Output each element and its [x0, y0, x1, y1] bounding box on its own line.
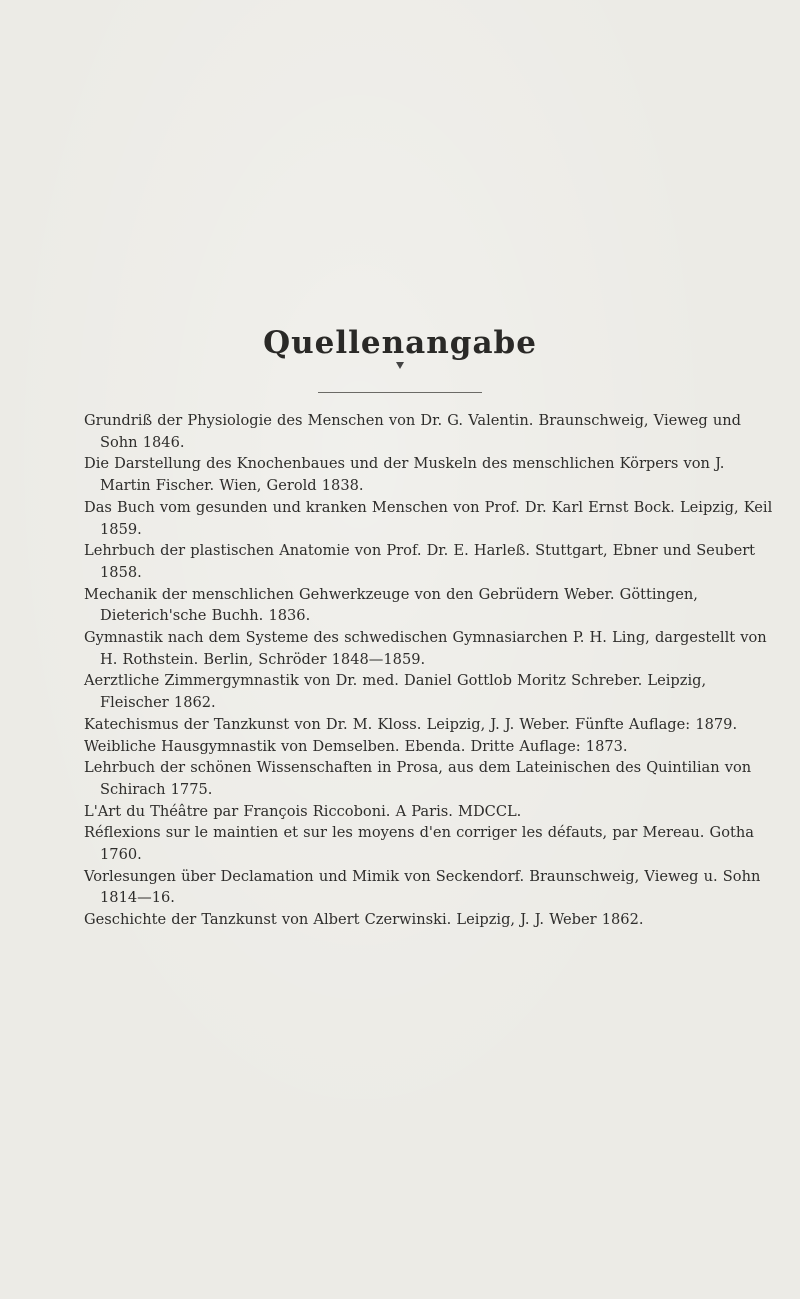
reference-entry: Gymnastik nach dem Systeme des schwedischen Gymnasiarchen P. H. Ling, dargestellt von H. Rothstein. Berlin, Schröder 1848—1859.	[84, 629, 767, 668]
reference-list	[84, 410, 776, 931]
reference-entry: Geschichte der Tanzkunst von Albert Czerwinski. Leipzig, J. J. Weber 1862.	[84, 911, 644, 929]
reference-entry: Lehrbuch der plastischen Anatomie von Prof. Dr. E. Harleß. Stuttgart, Ebner und Seubert 1858.	[84, 542, 756, 581]
reference-entry: Katechismus der Tanzkunst von Dr. M. Kloss. Leipzig, J. J. Weber. Fünfte Auflage: 1879.	[84, 715, 738, 733]
reference-entry: Aerztliche Zimmergymnastik von Dr. med. Daniel Gottlob Moritz Schreber. Leipzig, Fleischer 1862.	[84, 672, 707, 712]
reference-entry: Vorlesungen über Declamation und Mimik von Seckendorf. Braunschweig, Vieweg u. Sohn 1814—16.	[84, 867, 761, 907]
title-divider	[318, 392, 482, 393]
reference-entry: Das Buch vom gesunden und kranken Menschen von Prof. Dr. Karl Ernst Bock. Leipzig, Keil 1859.	[84, 498, 773, 538]
reference-entry: Réflexions sur le maintien et sur les moyens d'en corriger les défauts, par Mereau. Gotha 1760.	[84, 824, 754, 864]
reference-entry: Mechanik der menschlichen Gehwerkzeuge von den Gebrüdern Weber. Göttingen, Dieterich'sche Buchh. 1836.	[84, 585, 698, 625]
reference-entry: Die Darstellung des Knochenbaues und der Muskeln des menschlichen Körpers von J. Martin Fischer. Wien, Gerold 1838.	[84, 455, 725, 495]
reference-entry: Grundriß der Physiologie des Menschen von Dr. G. Valentin. Braunschweig, Vieweg und Sohn 1846.	[84, 412, 742, 451]
reference-entry: Lehrbuch der schönen Wissenschaften in Prosa, aus dem Lateinischen des Quintilian von Schirach 1775.	[84, 759, 752, 798]
reference-entry: Weibliche Hausgymnastik von Demselben. Ebenda. Dritte Auflage: 1873.	[84, 737, 628, 755]
reference-entry: L'Art du Théâtre par François Riccoboni. A Paris. MDCCL.	[84, 802, 522, 820]
title-ornament	[396, 362, 404, 369]
page-title: Quellenangabe	[263, 325, 537, 361]
